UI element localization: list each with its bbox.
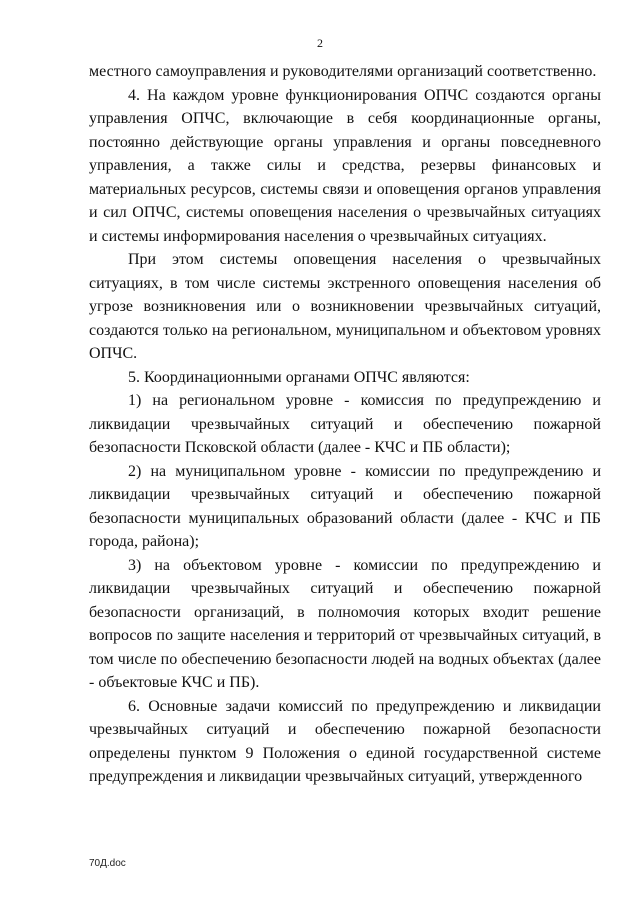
paragraph-continuation: местного самоуправления и руководителями организаций соответственно. — [89, 63, 597, 80]
document-body — [89, 60, 601, 789]
paragraph-item-5: 5. Координационными органами ОПЧС являются: — [128, 368, 470, 386]
paragraph-notification-systems: При этом системы оповещения населения о чрезвычайных ситуациях, в том числе системы экстренного оповещения населения об угрозе возникновения или о возникновении чрезвычайных ситуаций, создаются только на региональном, муниципальном и объектовом уровнях ОПЧС. — [89, 251, 601, 362]
list-item-municipal: 2) на муниципальном уровне - комиссии по предупреждению и ликвидации чрезвычайных ситуаций и обеспечению пожарной безопасности муниципальных образований области (далее - КЧС и ПБ города, района); — [89, 462, 601, 550]
list-item-regional: 1) на региональном уровне - комиссия по предупреждению и ликвидации чрезвычайных ситуаций и обеспечению пожарной безопасности Псковской области (далее - КЧС и ПБ области); — [89, 392, 601, 456]
paragraph-item-4: 4. На каждом уровне функционирования ОПЧС создаются органы управления ОПЧС, включающие в себя координационные органы, постоянно действующие органы управления и органы повседневного управления, а также силы и средства, резервы финансовых и материальных ресурсов, системы связи и оповещения органов управления и сил ОПЧС, системы оповещения населения о чрезвычайных ситуациях и системы информирования населения о чрезвычайных ситуациях. — [89, 86, 601, 245]
file-name-footer: 70Д.doc — [89, 858, 126, 869]
list-item-object: 3) на объектовом уровне - комиссии по предупреждению и ликвидации чрезвычайных ситуаций и обеспечению пожарной безопасности организаций, в полномочия которых входит решение вопросов по защите населения и территорий от чрезвычайных ситуаций, в том числе по обеспечению безопасности людей на водных объектах (далее - объектовые КЧС и ПБ). — [89, 556, 601, 691]
paragraph-item-6: 6. Основные задачи комиссий по предупреждению и ликвидации чрезвычайных ситуаций и обеспечению пожарной безопасности определены пунктом 9 Положения о единой государственной системе предупреждения и ликвидации чрезвычайных ситуаций, утвержденного — [89, 697, 601, 785]
page-number: 2 — [317, 36, 323, 50]
